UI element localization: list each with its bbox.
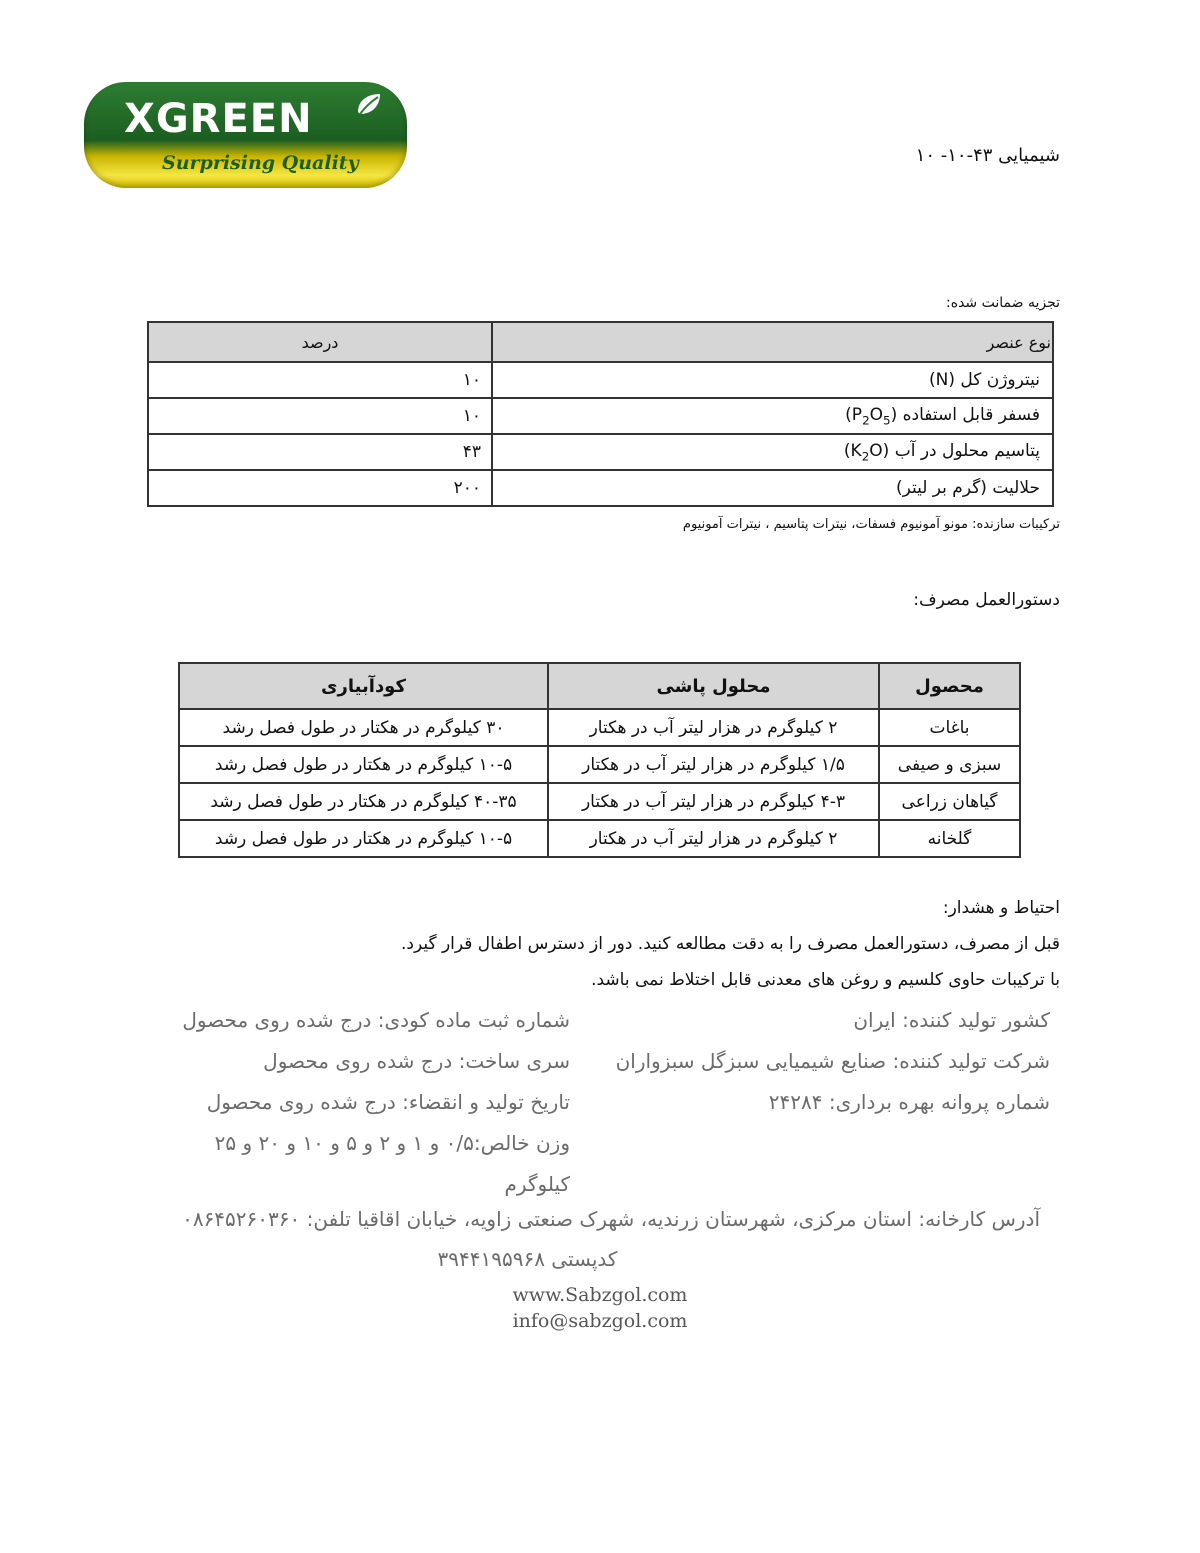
foliar-cell: ۲ کیلوگرم در هزار لیتر آب در هکتار xyxy=(548,820,879,857)
table-row xyxy=(148,470,1053,506)
foliar-cell: ۲ کیلوگرم در هزار لیتر آب در هکتار xyxy=(548,709,879,746)
header-foliar: محلول پاشی xyxy=(548,663,879,709)
foliar-cell: ۴-۳ کیلوگرم در هزار لیتر آب در هکتار xyxy=(548,783,879,820)
usage-table xyxy=(178,662,1021,858)
email-link[interactable]: info@sabzgol.com xyxy=(512,1310,688,1332)
subscript: 2 xyxy=(862,413,870,428)
element-text: ) xyxy=(845,404,852,425)
website-link[interactable]: www.Sabzgol.com xyxy=(512,1284,688,1306)
producer-info xyxy=(610,1004,1050,1127)
caution-text: قبل از مصرف، دستورالعمل مصرف را به دقت مطالعه کنید. دور از دسترس اطفال قرار گیرد. xyxy=(400,934,1060,954)
element-text: O xyxy=(869,404,884,425)
foliar-cell: ۱/۵ کیلوگرم در هزار لیتر آب در هکتار xyxy=(548,746,879,783)
dates-text: تاریخ تولید و انقضاء: درج شده روی محصول xyxy=(206,1090,570,1114)
postal-code: کدپستی ۳۹۴۴۱۹۵۹۶۸ xyxy=(437,1247,618,1271)
header-product: محصول xyxy=(879,663,1020,709)
country-text: کشور تولید کننده: ایران xyxy=(853,1008,1050,1032)
element-text: O) xyxy=(843,440,883,461)
value-cell: ۴۳ xyxy=(148,434,492,470)
analysis-header-row xyxy=(148,322,1053,362)
subscript: 5 xyxy=(883,413,891,428)
table-row xyxy=(148,434,1053,470)
table-row xyxy=(179,709,1020,746)
analysis-heading: تجزیه ضمانت شده: xyxy=(946,295,1060,311)
usage-header-row xyxy=(179,663,1020,709)
element-cell xyxy=(492,398,1053,434)
ingredients-note: ترکیبات سازنده: مونو آمونیوم فسفات، نیترات پتاسیم ، نیترات آمونیوم xyxy=(682,517,1060,532)
series-text: سری ساخت: درج شده روی محصول xyxy=(263,1049,570,1073)
fertigation-cell: ۴۰-۳۵ کیلوگرم در هکتار در طول فصل رشد xyxy=(179,783,548,820)
product-cell: باغات xyxy=(879,709,1020,746)
company-text: شرکت تولید کننده: صنایع شیمیایی سبزگل سبزواران xyxy=(615,1049,1050,1073)
product-cell: سبزی و صیفی xyxy=(879,746,1020,783)
license-text: شماره پروانه بهره برداری: ۲۴۲۸۴ xyxy=(768,1090,1050,1114)
header-element: نوع عنصر xyxy=(492,322,1053,362)
brand-logo xyxy=(84,82,407,188)
value-cell: ۱۰ xyxy=(148,362,492,398)
factory-address: آدرس کارخانه: استان مرکزی، شهرستان زرندیه، شهرک صنعتی زاویه، خیابان اقاقیا تلفن: ۰۸۶۴۵۲۶۰۳۶۰ xyxy=(182,1207,1040,1231)
table-row xyxy=(179,783,1020,820)
element-cell: حلالیت (گرم بر لیتر) xyxy=(492,470,1053,506)
product-title: شیمیایی ۴۳-۱۰- ۱۰ xyxy=(915,145,1060,166)
leaf-icon xyxy=(352,88,386,122)
logo-slogan: Surprising Quality xyxy=(162,152,359,174)
header-fertigation: کودآبیاری xyxy=(179,663,548,709)
fertigation-cell: ۱۰-۵ کیلوگرم در هکتار در طول فصل رشد xyxy=(179,820,548,857)
table-row xyxy=(179,820,1020,857)
element-text: پتاسیم محلول در آب (K xyxy=(850,440,1040,461)
fertigation-cell: ۱۰-۵ کیلوگرم در هکتار در طول فصل رشد xyxy=(179,746,548,783)
product-cell: گلخانه xyxy=(879,820,1020,857)
header-percent: درصد xyxy=(148,322,492,362)
element-cell xyxy=(492,434,1053,470)
usage-heading: دستورالعمل مصرف: xyxy=(913,590,1060,610)
caution-text: با ترکیبات حاوی کلسیم و روغن های معدنی قابل اختلاط نمی باشد. xyxy=(591,970,1060,990)
fertigation-cell: ۳۰ کیلوگرم در هکتار در طول فصل رشد xyxy=(179,709,548,746)
element-cell: نیتروژن کل (N) xyxy=(492,362,1053,398)
value-cell: ۲۰۰ xyxy=(148,470,492,506)
weight-text: وزن خالص:۰/۵ و ۱ و ۲ و ۵ و ۱۰ و ۲۰ و ۲۵ xyxy=(214,1131,570,1155)
caution-heading: احتیاط و هشدار: xyxy=(942,898,1060,918)
logo-brand-text: XGREEN xyxy=(124,96,313,142)
product-cell: گیاهان زراعی xyxy=(879,783,1020,820)
product-info xyxy=(175,1004,570,1209)
value-cell: ۱۰ xyxy=(148,398,492,434)
table-row xyxy=(148,362,1053,398)
table-row xyxy=(179,746,1020,783)
element-text: فسفر قابل استفاده (P xyxy=(851,404,1040,425)
table-row xyxy=(148,398,1053,434)
analysis-table xyxy=(147,321,1054,507)
weight-unit-text: کیلوگرم xyxy=(504,1172,570,1196)
registration-text: شماره ثبت ماده کودی: درج شده روی محصول xyxy=(182,1008,570,1032)
subscript: 2 xyxy=(861,449,870,464)
